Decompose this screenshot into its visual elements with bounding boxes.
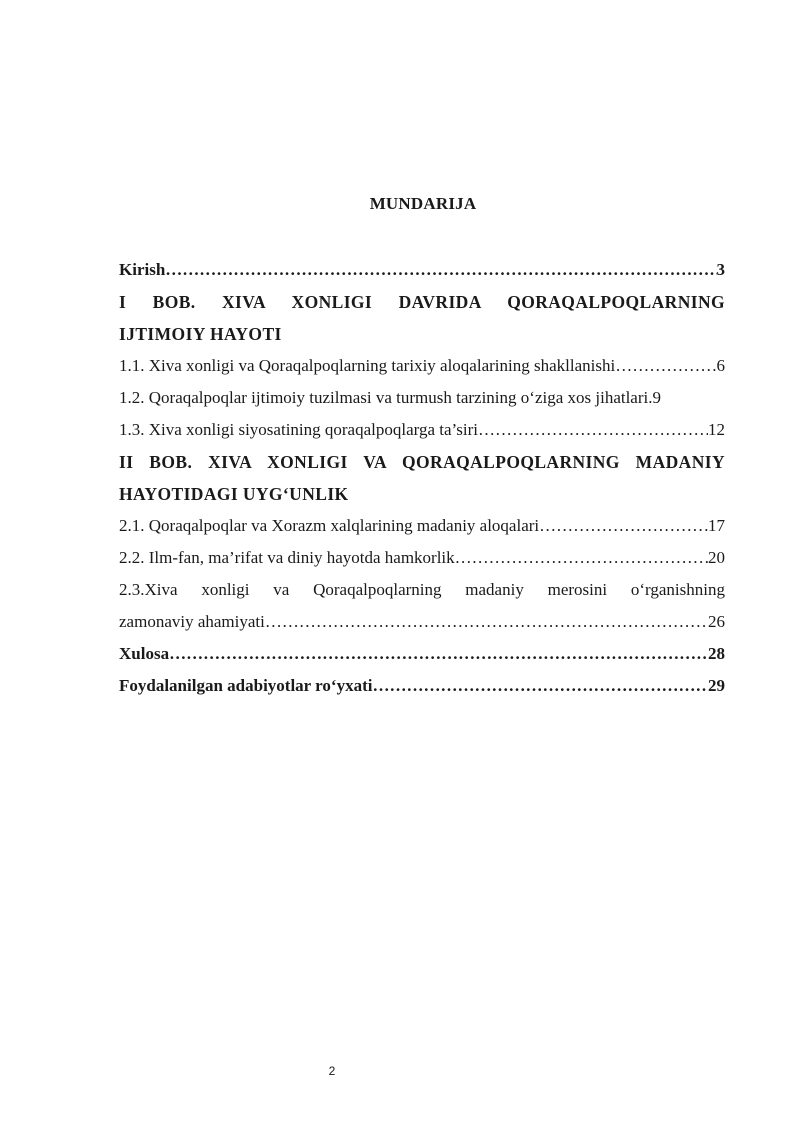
toc-entry [119, 418, 725, 442]
dot-leader [372, 674, 708, 698]
chapter1-heading-line2: IJTIMOIY HAYOTI [119, 324, 282, 344]
toc-entry-page: 6 [716, 356, 725, 375]
toc-entry-page: 20 [708, 548, 725, 567]
toc-entry-text: 1.2. Qoraqalpoqlar ijtimoiy tuzilmasi va turmush tarzining o‘ziga xos jihatlari. [119, 388, 653, 407]
toc-entry-page: 28 [708, 644, 725, 663]
dot-leader [455, 546, 708, 570]
dot-leader [478, 418, 708, 442]
dot-leader [165, 258, 716, 282]
dot-leader [539, 514, 708, 538]
toc-entry-text: Xulosa [119, 644, 170, 663]
toc-entry-text: 2.1. Qoraqalpoqlar va Xorazm xalqlarining madaniy aloqalari [119, 516, 540, 535]
dot-leader [169, 642, 708, 666]
toc-entry-page: 26 [708, 612, 725, 631]
toc-entry-page: 3 [716, 260, 725, 279]
toc-entry-page: 29 [708, 676, 725, 695]
toc-entry-text-line2: zamonaviy ahamiyati [119, 612, 265, 631]
dot-leader [615, 354, 716, 378]
toc-entry-page: 17 [708, 516, 725, 535]
toc-entry-conclusion [119, 642, 725, 666]
chapter2-heading-line2: HAYOTIDAGI UYG‘UNLIK [119, 484, 349, 504]
toc-entry-page: 12 [708, 420, 725, 439]
toc-entry-text: 1.3. Xiva xonligi siyosatining qoraqalpoqlarga ta’siri [119, 420, 478, 439]
chapter1-heading-line1: I BOB. XIVA XONLIGI DAVRIDA QORAQALPOQLARNING [119, 292, 725, 312]
toc-entry-text: Kirish [119, 260, 166, 279]
toc-entry-references [119, 674, 725, 698]
toc-entry-multiline [119, 578, 725, 634]
toc-entry-text: Foydalanilgan adabiyotlar ro‘yxati [119, 676, 373, 695]
toc-entry [119, 514, 725, 538]
page-title: MUNDARIJA [369, 194, 477, 213]
chapter2-heading-line1: II BOB. XIVA XONLIGI VA QORAQALPOQLARNING MADANIY [119, 452, 725, 472]
toc-entry-page: 9 [652, 388, 661, 407]
toc-entry [119, 386, 725, 410]
toc-entry [119, 354, 725, 378]
table-of-contents [119, 258, 725, 706]
toc-entry-text-line1: 2.3.Xiva xonligi va Qoraqalpoqlarning madaniy merosini o‘rganishning [119, 580, 725, 599]
toc-entry-text: 2.2. Ilm-fan, ma’rifat va diniy hayotda hamkorlik [119, 548, 455, 567]
page-number: 2 [328, 1064, 336, 1078]
toc-entry-intro [119, 258, 725, 282]
toc-entry-line2 [119, 610, 725, 634]
toc-entry-text: 1.1. Xiva xonligi va Qoraqalpoqlarning tarixiy aloqalarining shakllanishi [119, 356, 616, 375]
dot-leader [265, 610, 708, 634]
toc-entry [119, 546, 725, 570]
